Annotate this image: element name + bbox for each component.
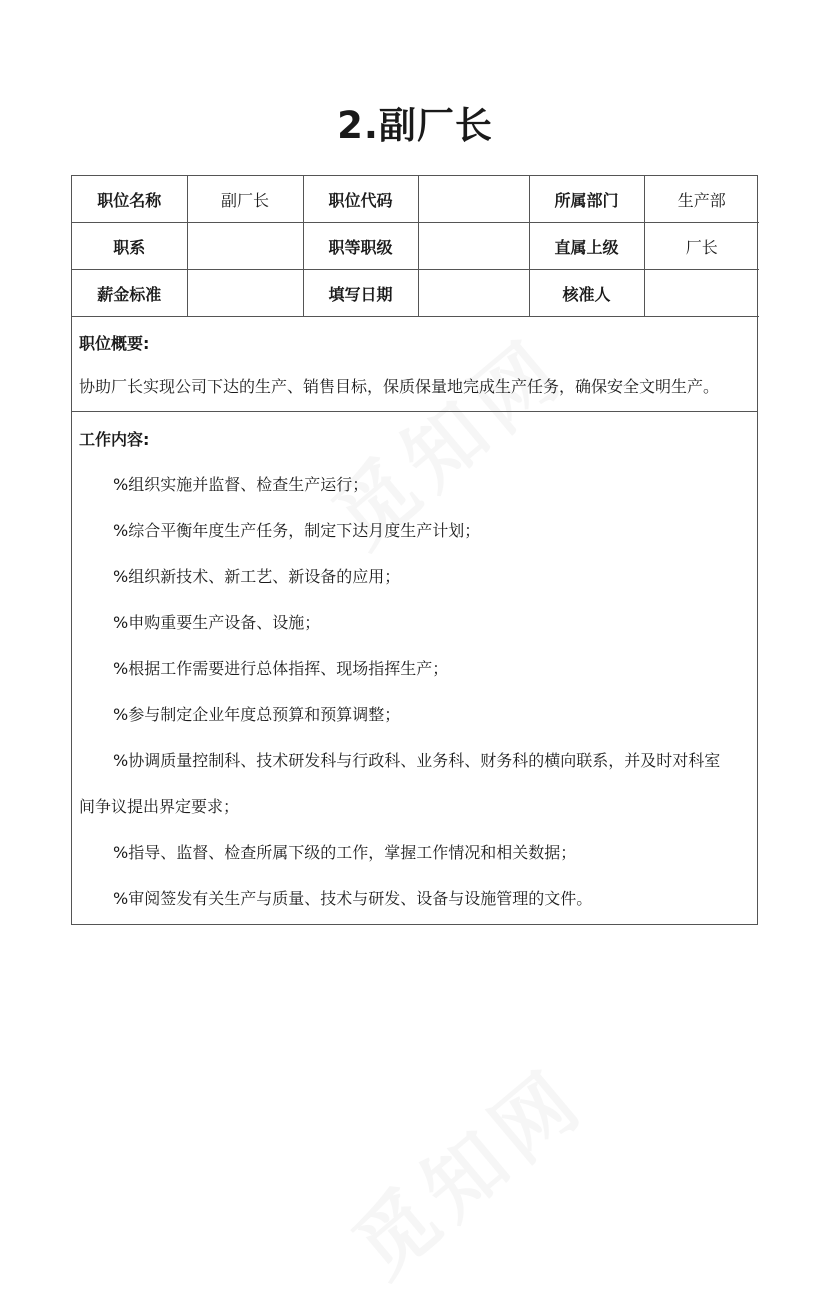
approver-label: 核准人 (529, 270, 644, 317)
supervisor-label: 直属上级 (529, 223, 644, 270)
table-row (72, 176, 759, 223)
position-code-label: 职位代码 (303, 176, 418, 223)
job-family-value[interactable] (187, 223, 303, 270)
info-table (72, 176, 759, 317)
watermark (325, 1037, 606, 1298)
list-item: %组织新技术、新工艺、新设备的应用； (113, 567, 401, 586)
summary-heading: 职位概要: (79, 334, 150, 353)
list-item: %指导、监督、检查所属下级的工作，掌握工作情况和相关数据； (113, 843, 577, 862)
department-label: 所属部门 (529, 176, 644, 223)
fill-date-label: 填写日期 (303, 270, 418, 317)
list-item-continuation: 间争议提出界定要求； (79, 797, 240, 816)
page-title: 2.副厂长 (337, 104, 493, 147)
summary-section (72, 317, 757, 412)
duties-heading: 工作内容: (79, 430, 150, 449)
list-item: %申购重要生产设备、设施； (113, 613, 321, 632)
salary-label: 薪金标准 (72, 270, 187, 317)
list-item: %组织实施并监督、检查生产运行； (113, 475, 369, 494)
list-item: %综合平衡年度生产任务，制定下达月度生产计划； (113, 521, 481, 540)
fill-date-value[interactable] (418, 270, 529, 317)
table-row (72, 270, 759, 317)
list-item: %参与制定企业年度总预算和预算调整； (113, 705, 401, 724)
salary-value[interactable] (187, 270, 303, 317)
grade-label: 职等职级 (303, 223, 418, 270)
list-item: %审阅签发有关生产与质量、技术与研发、设备与设施管理的文件。 (113, 889, 593, 908)
job-family-label: 职系 (72, 223, 187, 270)
duties-list (79, 462, 750, 924)
department-value[interactable]: 生产部 (644, 176, 759, 223)
list-item: %根据工作需要进行总体指挥、现场指挥生产； (113, 659, 449, 678)
duties-section (72, 412, 757, 924)
grade-value[interactable] (418, 223, 529, 270)
summary-text: 协助厂长实现公司下达的生产、销售目标，保质保量地完成生产任务，确保安全文明生产。 (79, 377, 720, 396)
approver-value[interactable] (644, 270, 759, 317)
table-row (72, 223, 759, 270)
job-description-form (71, 175, 758, 925)
position-name-value[interactable]: 副厂长 (187, 176, 303, 223)
position-name-label: 职位名称 (72, 176, 187, 223)
position-code-value[interactable] (418, 176, 529, 223)
supervisor-value[interactable]: 厂长 (644, 223, 759, 270)
list-item: %协调质量控制科、技术研发科与行政科、业务科、财务科的横向联系，并及时对科室 (113, 751, 721, 770)
